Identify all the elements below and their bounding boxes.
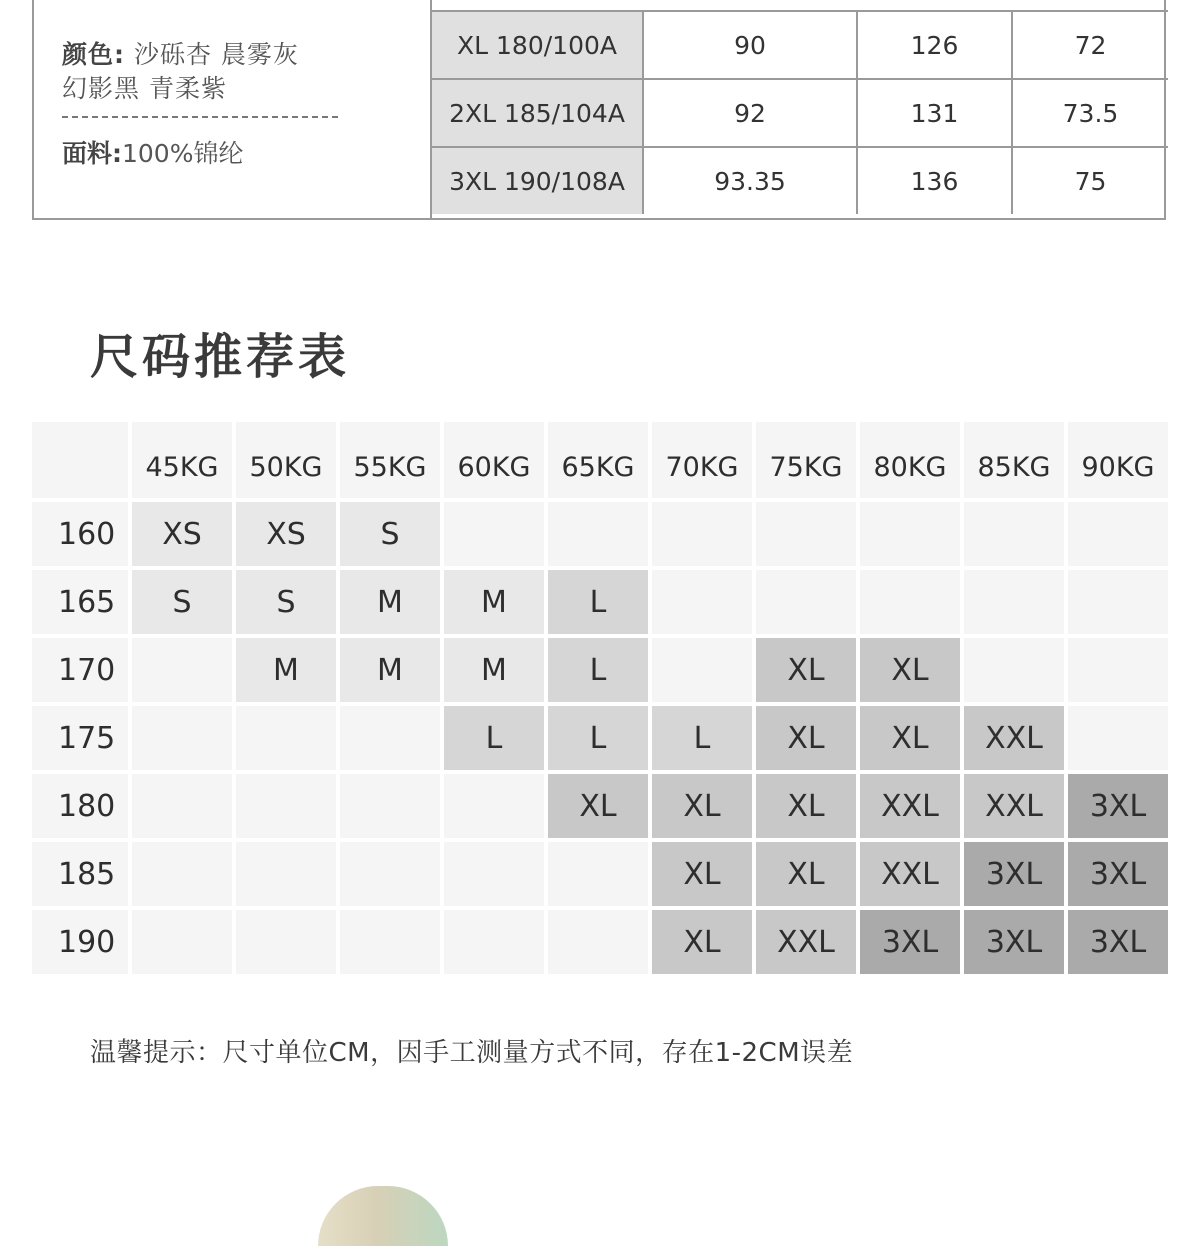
size-cell <box>340 842 444 910</box>
size-cell: XL <box>652 910 756 978</box>
spec-info <box>34 0 430 218</box>
size-cell: XXL <box>860 774 964 842</box>
height-label: 185 <box>32 842 132 910</box>
size-cell: 3XL <box>964 910 1068 978</box>
product-photo-peek <box>318 1186 448 1246</box>
size-cell <box>444 910 548 978</box>
measurement-value: 73.5 <box>1062 98 1119 128</box>
section-title: 尺码推荐表 <box>90 329 351 385</box>
size-cell: L <box>548 706 652 774</box>
height-label: 165 <box>32 570 132 638</box>
size-cell <box>340 774 444 842</box>
weight-header: 90KG <box>1068 422 1172 502</box>
weight-header: 80KG <box>860 422 964 502</box>
colors-label: 颜色: <box>62 40 125 69</box>
size-cell <box>652 570 756 638</box>
size-cell <box>1068 502 1172 570</box>
height-label: 190 <box>32 910 132 978</box>
weight-header: 50KG <box>236 422 340 502</box>
size-cell: XXL <box>756 910 860 978</box>
size-cell: XL <box>652 774 756 842</box>
weight-header: 45KG <box>132 422 236 502</box>
size-cell: 3XL <box>964 842 1068 910</box>
size-cell: XS <box>132 502 236 570</box>
fabric-value: 100%锦纶 <box>122 139 244 168</box>
size-cell: XL <box>860 638 964 706</box>
size-cell: XL <box>756 774 860 842</box>
size-cell <box>236 706 340 774</box>
size-cell <box>1068 638 1172 706</box>
size-cell: L <box>444 706 548 774</box>
size-cell <box>1068 570 1172 638</box>
size-cell: M <box>236 638 340 706</box>
size-cell <box>860 570 964 638</box>
measurement-row <box>432 146 1168 214</box>
size-cell <box>860 502 964 570</box>
size-cell: S <box>236 570 340 638</box>
size-cell <box>236 910 340 978</box>
size-cell <box>340 910 444 978</box>
weight-header: 75KG <box>756 422 860 502</box>
fabric-label: 面料: <box>62 139 122 168</box>
height-label: 160 <box>32 502 132 570</box>
size-cell: M <box>444 638 548 706</box>
size-cell: L <box>548 638 652 706</box>
color-options <box>62 38 299 106</box>
size-cell: L <box>652 706 756 774</box>
size-cell: M <box>340 638 444 706</box>
measurement-value: 75 <box>1074 166 1107 196</box>
measurement-value: 136 <box>858 148 1013 214</box>
size-cell <box>340 706 444 774</box>
size-cell: M <box>340 570 444 638</box>
measurement-value: 90 <box>644 12 858 78</box>
size-cell: XL <box>860 706 964 774</box>
size-cell <box>236 842 340 910</box>
weight-header: 85KG <box>964 422 1068 502</box>
weight-header: 70KG <box>652 422 756 502</box>
dashed-divider <box>62 116 338 118</box>
size-cell <box>964 570 1068 638</box>
grid-corner <box>32 422 132 502</box>
size-cell <box>236 774 340 842</box>
size-cell: S <box>132 570 236 638</box>
size-cell <box>964 638 1068 706</box>
size-cell <box>1068 706 1172 774</box>
measurement-tip: 温馨提示：尺寸单位CM，因手工测量方式不同，存在1-2CM误差 <box>90 1038 854 1068</box>
size-cell <box>444 842 548 910</box>
size-cell: XL <box>548 774 652 842</box>
size-cell: XXL <box>860 842 964 910</box>
size-cell: M <box>444 570 548 638</box>
measurement-size: 2XL 185/104A <box>432 80 644 146</box>
size-cell: S <box>340 502 444 570</box>
size-cell: XL <box>756 638 860 706</box>
measurement-value: 126 <box>858 12 1013 78</box>
measurement-value: 131 <box>858 80 1013 146</box>
size-cell <box>548 502 652 570</box>
size-cell: XL <box>756 842 860 910</box>
size-cell: 3XL <box>1068 842 1172 910</box>
fabric-info <box>62 137 243 171</box>
colors-line-1: 沙砾杏 晨雾灰 <box>125 40 299 69</box>
size-cell <box>444 502 548 570</box>
colors-line-2: 幻影黑 青柔紫 <box>62 74 227 103</box>
size-cell: XXL <box>964 774 1068 842</box>
height-label: 175 <box>32 706 132 774</box>
weight-header: 60KG <box>444 422 548 502</box>
size-cell: 3XL <box>860 910 964 978</box>
size-cell: XS <box>236 502 340 570</box>
measurement-row <box>432 10 1168 78</box>
size-cell <box>132 638 236 706</box>
size-cell <box>548 910 652 978</box>
size-recommendation-grid <box>32 422 1168 978</box>
size-cell <box>132 706 236 774</box>
size-cell <box>132 842 236 910</box>
size-cell <box>132 774 236 842</box>
size-cell: L <box>548 570 652 638</box>
size-cell <box>756 502 860 570</box>
size-cell <box>964 502 1068 570</box>
size-cell: XL <box>652 842 756 910</box>
size-cell: XXL <box>964 706 1068 774</box>
size-cell <box>756 570 860 638</box>
height-label: 170 <box>32 638 132 706</box>
weight-header: 65KG <box>548 422 652 502</box>
size-cell: 3XL <box>1068 910 1172 978</box>
size-cell: 3XL <box>1068 774 1172 842</box>
weight-header: 55KG <box>340 422 444 502</box>
size-cell <box>652 502 756 570</box>
size-cell <box>444 774 548 842</box>
size-cell <box>652 638 756 706</box>
height-label: 180 <box>32 774 132 842</box>
measurement-row <box>432 78 1168 146</box>
measurement-table <box>430 0 1164 218</box>
measurement-size: XL 180/100A <box>432 12 644 78</box>
measurement-value: 92 <box>644 80 858 146</box>
size-cell <box>548 842 652 910</box>
measurement-size: 3XL 190/108A <box>432 148 644 214</box>
size-cell <box>132 910 236 978</box>
measurement-value: 72 <box>1074 30 1107 60</box>
size-cell: XL <box>756 706 860 774</box>
spec-box <box>32 0 1166 220</box>
measurement-value: 93.35 <box>644 148 858 214</box>
